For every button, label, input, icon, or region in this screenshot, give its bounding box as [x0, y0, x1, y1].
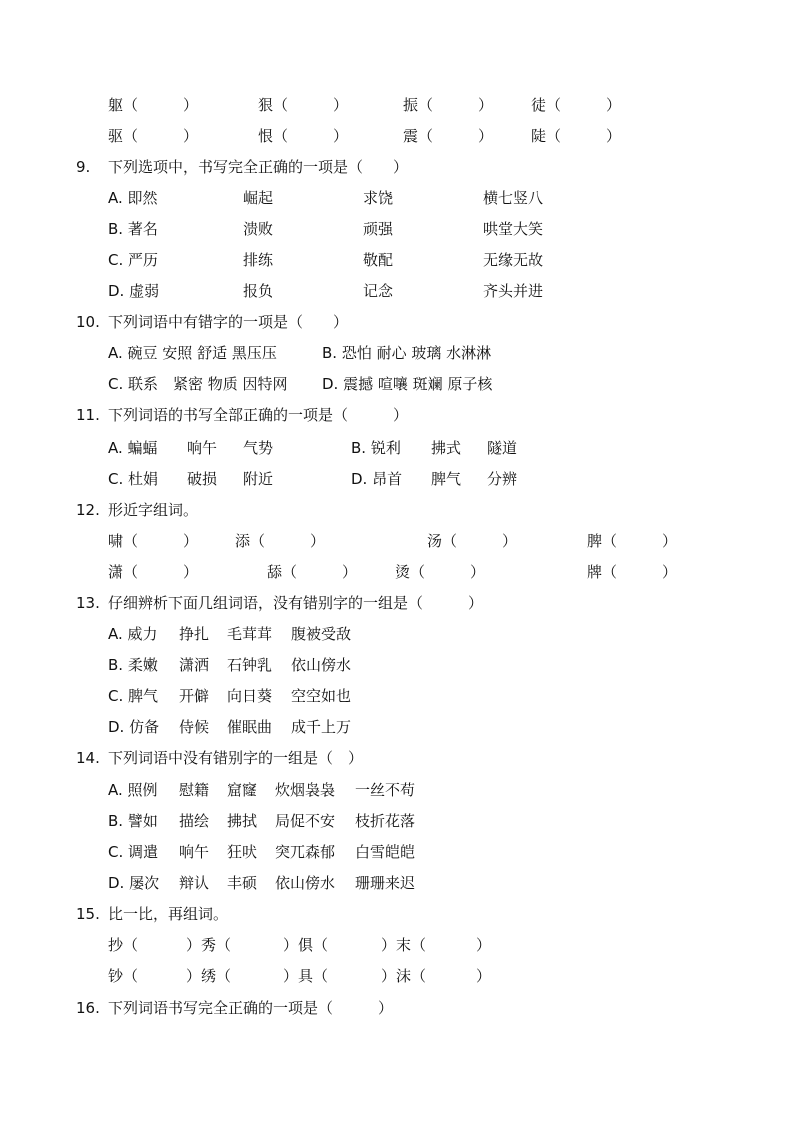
option-word: 附近: [243, 470, 274, 488]
option-word: A. 照例: [108, 781, 158, 799]
option-word: 丰硕: [227, 874, 258, 892]
option-word: 破损: [187, 470, 218, 488]
option-word: 记念: [363, 282, 394, 300]
option-word: 成千上万: [291, 718, 352, 736]
option-word: 齐头并进: [483, 282, 544, 300]
option-word: 依山傍水: [291, 656, 352, 674]
question-16: [0, 993, 794, 1024]
option-word: 空空如也: [291, 687, 352, 705]
char-blank: 陡（ ）: [531, 127, 622, 145]
char-blank: ）: [476, 967, 492, 985]
option-row: [0, 775, 794, 806]
option-word: 向日葵: [227, 687, 273, 705]
char-blank: 震（ ）: [403, 127, 494, 145]
option-word: B. 譬如: [108, 812, 158, 830]
option-word: 溃败: [243, 220, 274, 238]
option-row: [0, 837, 794, 868]
option-word: 局促不安: [275, 812, 336, 830]
option-word: 慰籍: [179, 781, 210, 799]
option-word: 潇洒: [179, 656, 210, 674]
option-word: C. 严历: [108, 251, 159, 269]
char-blank: ）末（: [381, 936, 427, 954]
option-word: 挣扎: [179, 625, 210, 643]
question-stem: 形近字组词。: [108, 501, 199, 519]
option-word: 炊烟袅袅: [275, 781, 336, 799]
question-stem: 下列词语书写完全正确的一项是（ ）: [108, 999, 394, 1017]
option-word: 侍候: [179, 718, 210, 736]
option-word: 敬配: [363, 251, 394, 269]
question-stem: 下列词语中有错字的一项是（ ）: [108, 313, 349, 331]
question-13: [0, 588, 794, 619]
char-pair-row: [0, 526, 794, 557]
question-stem: 下列词语的书写全部正确的一项是（ ）: [108, 406, 409, 424]
option-word: D. 屡次: [108, 874, 160, 892]
option-word: 顽强: [363, 220, 394, 238]
option-word: 突兀森郁: [275, 843, 336, 861]
option-word: 气势: [243, 439, 274, 457]
option-row: [0, 712, 794, 743]
option-word: B. 柔嫩: [108, 656, 158, 674]
char-blank: 啸（ ）: [108, 532, 199, 550]
option-word: 石钟乳: [227, 656, 273, 674]
option-word: 报负: [243, 282, 274, 300]
question-15: [0, 899, 794, 930]
option-group: B. 恐怕 耐心 玻璃 水淋淋: [322, 344, 492, 362]
char-pair-row: [0, 557, 794, 588]
char-pair-row: [0, 930, 794, 961]
option-word: 拂拭: [227, 812, 258, 830]
option-word: 狂吠: [227, 843, 258, 861]
option-word: 崛起: [243, 189, 274, 207]
char-blank: 振（ ）: [403, 96, 494, 114]
option-word: 排练: [243, 251, 274, 269]
option-word: 珊珊来迟: [355, 874, 416, 892]
option-word: 一丝不苟: [355, 781, 416, 799]
option-row: [0, 868, 794, 899]
question-number: 12.: [76, 501, 100, 519]
char-pair-row: [0, 121, 794, 152]
option-word: A. 蝙蝠: [108, 439, 158, 457]
char-blank: ）沫（: [381, 967, 427, 985]
question-stem: 比一比，再组词。: [108, 905, 229, 923]
option-word: 响午: [187, 439, 218, 457]
char-blank: ）俱（: [283, 936, 329, 954]
char-blank: 添（ ）: [235, 532, 326, 550]
question-number: 10.: [76, 313, 100, 331]
option-row: [0, 276, 794, 307]
char-blank: 恨（ ）: [258, 127, 349, 145]
question-number: 15.: [76, 905, 100, 923]
question-12: [0, 495, 794, 526]
question-14: [0, 743, 794, 774]
option-word: 依山傍水: [275, 874, 336, 892]
option-word: A. 即然: [108, 189, 158, 207]
char-blank: 汤（ ）: [427, 532, 518, 550]
option-word: 白雪皑皑: [355, 843, 416, 861]
option-row: [0, 369, 794, 400]
char-blank: ）: [476, 936, 492, 954]
question-stem: 仔细辨析下面几组词语，没有错别字的一组是（ ）: [108, 594, 484, 612]
option-row: [0, 433, 794, 464]
option-row: [0, 214, 794, 245]
option-row: [0, 619, 794, 650]
question-stem: 下列词语中没有错别字的一组是（ ）: [108, 749, 364, 767]
option-word: 腹被受敌: [291, 625, 352, 643]
char-pair-row: [0, 90, 794, 121]
char-blank: 徒（ ）: [531, 96, 622, 114]
option-group: D. 震撼 喧嚷 斑斓 原子核: [322, 375, 493, 393]
question-11: [0, 400, 794, 431]
option-word: 毛茸茸: [227, 625, 273, 643]
option-word: B. 锐利: [351, 439, 401, 457]
option-row: [0, 806, 794, 837]
char-blank: 舔（ ）: [267, 563, 358, 581]
option-word: 横七竖八: [483, 189, 544, 207]
option-word: 分辨: [487, 470, 518, 488]
question-9: [0, 152, 794, 183]
question-stem: 下列选项中，书写完全正确的一项是（ ）: [108, 158, 409, 176]
option-word: 隧道: [487, 439, 518, 457]
option-word: 催眠曲: [227, 718, 273, 736]
option-word: 描绘: [179, 812, 210, 830]
option-row: [0, 338, 794, 369]
option-word: D. 昂首: [351, 470, 403, 488]
char-blank: ）具（: [283, 967, 329, 985]
char-pair-row: [0, 961, 794, 992]
question-number: 9.: [76, 158, 91, 176]
question-10: [0, 307, 794, 338]
char-blank: ）秀（: [186, 936, 232, 954]
option-word: 求饶: [363, 189, 394, 207]
char-blank: 驱（ ）: [108, 127, 199, 145]
option-row: [0, 681, 794, 712]
option-group: A. 碗豆 安照 舒适 黑压压: [108, 344, 277, 362]
option-word: B. 著名: [108, 220, 158, 238]
option-word: 开僻: [179, 687, 210, 705]
option-word: 拂式: [431, 439, 462, 457]
option-word: 无缘无故: [483, 251, 544, 269]
char-blank: 烫（ ）: [395, 563, 486, 581]
option-word: 枝折花落: [355, 812, 416, 830]
option-row: [0, 183, 794, 214]
option-word: A. 威力: [108, 625, 158, 643]
option-word: 响午: [179, 843, 210, 861]
option-word: 辩认: [179, 874, 210, 892]
option-word: D. 虚弱: [108, 282, 160, 300]
option-row: [0, 464, 794, 495]
option-word: 窟窿: [227, 781, 258, 799]
char-blank: 脾（ ）: [587, 532, 678, 550]
question-number: 11.: [76, 406, 100, 424]
option-word: D. 仿备: [108, 718, 160, 736]
char-blank: 狠（ ）: [258, 96, 349, 114]
question-number: 16.: [76, 999, 100, 1017]
char-blank: 潇（ ）: [108, 563, 199, 581]
option-word: C. 调遣: [108, 843, 159, 861]
question-number: 13.: [76, 594, 100, 612]
char-blank: 躯（ ）: [108, 96, 199, 114]
char-blank: 抄（: [108, 936, 139, 954]
option-word: C. 脾气: [108, 687, 159, 705]
question-number: 14.: [76, 749, 100, 767]
char-blank: ）绣（: [186, 967, 232, 985]
option-word: C. 杜娟: [108, 470, 159, 488]
option-row: [0, 650, 794, 681]
option-word: 哄堂大笑: [483, 220, 544, 238]
option-group: C. 联系 紧密 物质 因特网: [108, 375, 288, 393]
char-blank: 钞（: [108, 967, 139, 985]
option-word: 脾气: [431, 470, 462, 488]
option-row: [0, 245, 794, 276]
char-blank: 牌（ ）: [587, 563, 678, 581]
